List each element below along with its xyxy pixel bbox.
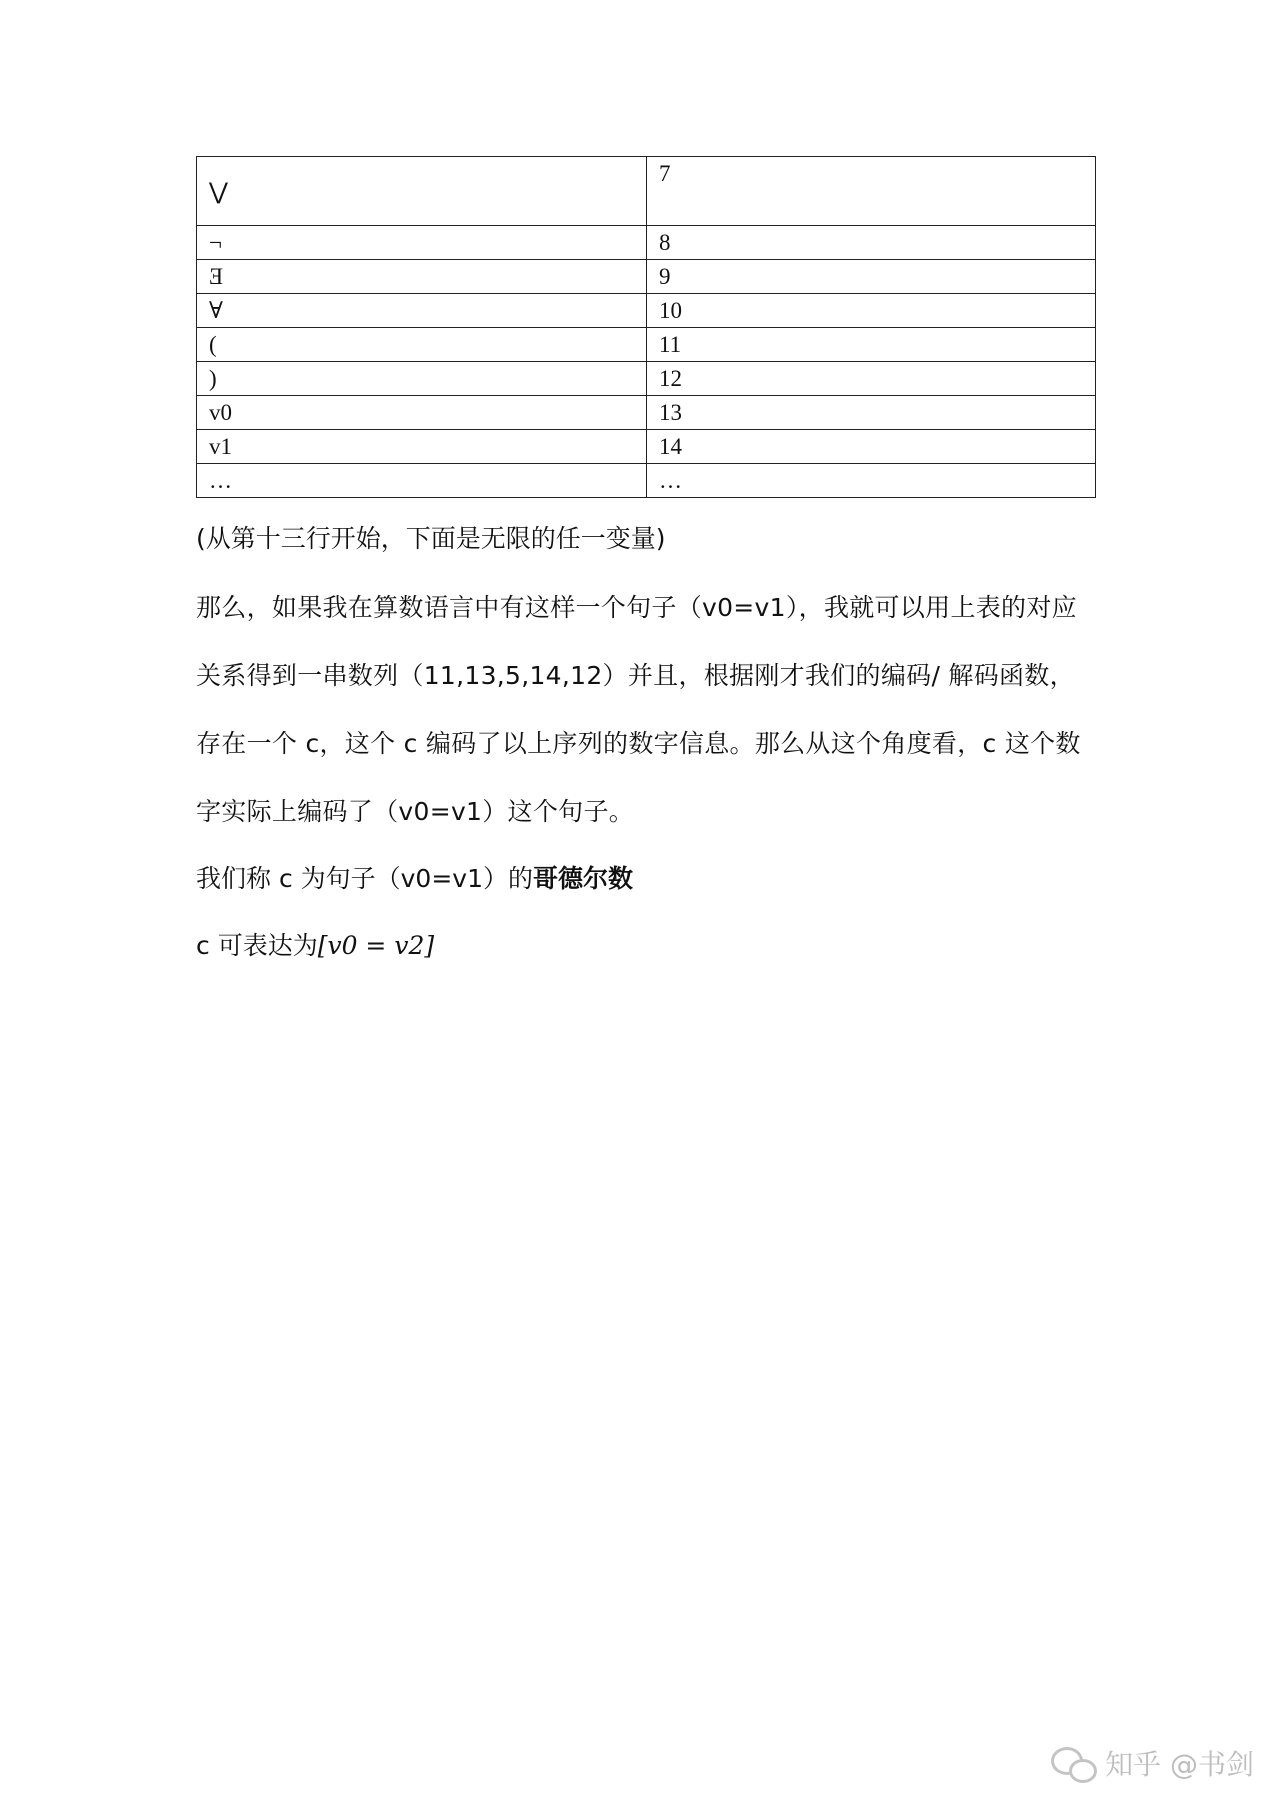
table-row [197, 396, 1096, 430]
code-cell: 12 [647, 362, 1096, 396]
symbol-cell: ( [197, 328, 647, 362]
table-row [197, 260, 1096, 294]
code-cell: 11 [647, 328, 1096, 362]
table-row [197, 362, 1096, 396]
symbol-code-table [196, 156, 1096, 498]
code-cell: 10 [647, 294, 1096, 328]
paragraph-expression [196, 912, 1096, 980]
paragraph-sentence-encoding: 那么，如果我在算数语言中有这样一个句子（v0=v1），我就可以用上表的对应关系得到一串数列（11,13,5,14,12）并且，根据刚才我们的编码/ 解码函数，存在一个 c，这个 c 编码了以上序列的数字信息。那么从这个角度看，c 这个数字实际上编码了（v0=v1）这个句子。 [196, 593, 1081, 826]
code-cell: 8 [647, 226, 1096, 260]
symbol-cell: ∀ [197, 294, 647, 328]
paragraph-expression-prefix: c 可表达为 [196, 931, 318, 960]
symbol-cell: Ǝ [197, 260, 647, 294]
table-row [197, 294, 1096, 328]
watermark [1051, 1743, 1254, 1783]
wechat-icon [1051, 1745, 1097, 1781]
code-cell: … [647, 464, 1096, 498]
paragraph-godel-number [196, 845, 1096, 913]
table-row [197, 157, 1096, 226]
symbol-cell: ¬ [197, 226, 647, 260]
table-row [197, 328, 1096, 362]
table-row [197, 430, 1096, 464]
code-cell: 9 [647, 260, 1096, 294]
symbol-cell: v0 [197, 396, 647, 430]
symbol-cell: ) [197, 362, 647, 396]
paragraph-godel-prefix: 我们称 c 为句子（v0=v1）的 [196, 864, 533, 893]
math-expression: [v0 = v2] [317, 931, 435, 960]
symbol-cell: ⋁ [197, 157, 647, 226]
symbol-cell: v1 [197, 430, 647, 464]
code-cell: 13 [647, 396, 1096, 430]
table-row [197, 464, 1096, 498]
code-cell: 7 [647, 157, 1096, 226]
godel-number-term: 哥德尔数 [533, 864, 634, 893]
code-cell: 14 [647, 430, 1096, 464]
table-caption: (从第十三行开始，下面是无限的任一变量) [196, 524, 666, 553]
watermark-text: 知乎 @书剑 [1105, 1748, 1254, 1781]
symbol-cell: … [197, 464, 647, 498]
table-row [197, 226, 1096, 260]
